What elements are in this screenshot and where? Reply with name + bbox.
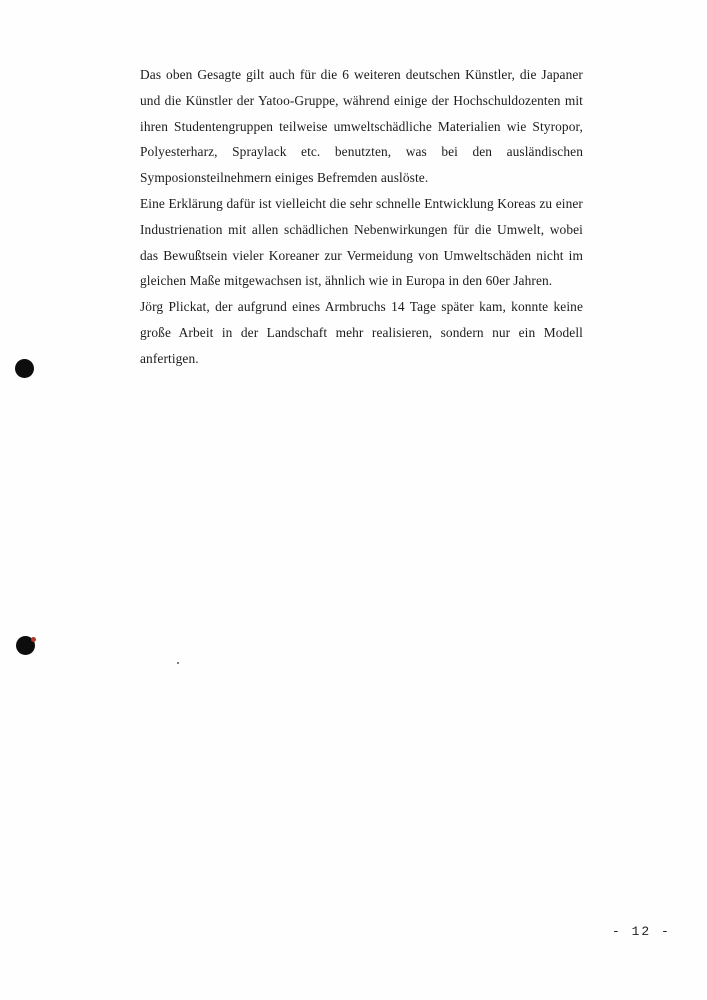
punch-hole-bottom — [16, 636, 35, 655]
page-number: - 12 - — [612, 924, 671, 939]
paragraph-plickat: Jörg Plickat, der aufgrund eines Armbruchs 14 Tage später kam, konnte keine große Arbeit in der Landschaft mehr realisieren, sondern nur ein Modell anfertigen. — [140, 299, 583, 366]
punch-hole-top — [15, 359, 34, 378]
body-text — [140, 62, 583, 372]
scan-speck — [177, 662, 179, 664]
paragraph-materials: Das oben Gesagte gilt auch für die 6 weiteren deutschen Künstler, die Japaner und die Künstler der Yatoo-Gruppe, während einige der Hochschuldozenten mit ihren Studentengruppen teilweise umweltschädliche Materialien wie Styropor, Polyesterharz, Spraylack etc. benutzten, was bei den ausländischen Symposionsteilnehmern einiges Befremden auslöste. — [140, 67, 583, 186]
paragraph-explanation: Eine Erklärung dafür ist vielleicht die sehr schnelle Entwicklung Koreas zu einer Industrienation mit allen schädlichen Nebenwirkungen für die Umwelt, wobei das Bewußtsein vieler Koreaner zur Vermeidung von Umweltschäden nicht im gleichen Maße mitgewachsen ist, ähnlich wie in Europa in den 60er Jahren. — [140, 195, 583, 289]
